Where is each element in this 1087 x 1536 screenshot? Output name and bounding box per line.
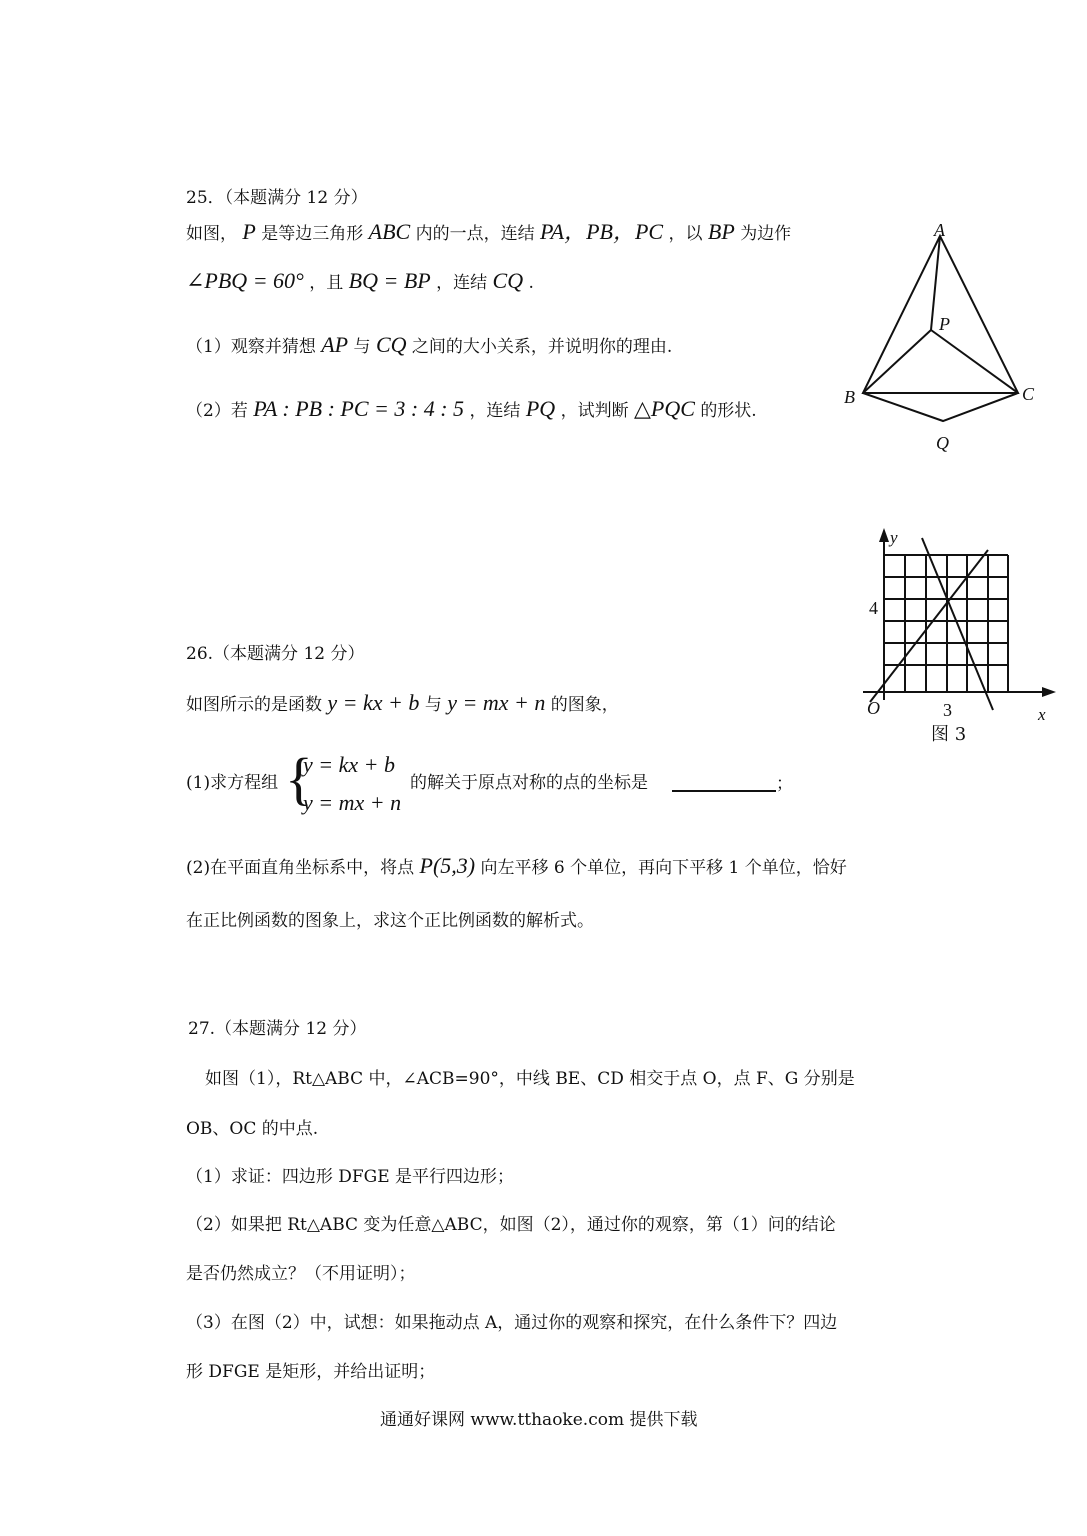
q26-text: 如图所示的是函数 (186, 695, 322, 715)
label-Q: Q (936, 433, 949, 453)
q25-text: ，且 (309, 273, 344, 293)
q25-text: ，以 (668, 224, 703, 244)
q26-graph-figure (855, 522, 1070, 754)
q26-system-eq1: y = kx + b (303, 752, 395, 777)
q25-text: ，连结 (436, 273, 488, 293)
q25-text: 的形状. (700, 401, 757, 421)
q25-text: 内的一点，连结 (415, 224, 535, 244)
q25-text: （2）若 (186, 401, 248, 421)
q25-text: 是等边三角形 (261, 224, 364, 244)
label-B: B (844, 387, 855, 407)
origin-label: O (867, 698, 880, 718)
q25-line1 (186, 221, 791, 243)
q26-system-brace: { (285, 746, 313, 811)
tick-label-x: 3 (943, 700, 952, 720)
q27-part3-line1: （3）在图（2）中，试想：如果拖动点 A，通过你的观察和探究，在什么条件下？四边 (186, 1313, 838, 1333)
q25-math-BP: BP (707, 219, 735, 244)
q25-math-PQ: PQ (525, 396, 556, 421)
tick-label-y: 4 (869, 598, 878, 618)
q25-math-ratio: PA : PB : PC = 3 : 4 : 5 (253, 396, 465, 421)
q25-text: . (528, 273, 534, 293)
q26-math-f1: y = kx + b (327, 690, 420, 715)
q26-part2-line2: 在正比例函数的图象上，求这个正比例函数的解析式。 (186, 911, 594, 931)
q25-math-P: P (242, 219, 256, 244)
q26-intro (186, 692, 619, 714)
q27-line1: 如图（1），Rt△ABC 中，∠ACB=90°，中线 BE、CD 相交于点 O，点 F、G 分别是 (205, 1069, 855, 1089)
q25-text: 之间的大小关系，并说明你的理由. (411, 337, 673, 357)
q25-math-AP: AP (321, 332, 349, 357)
q26-system-eq2: y = mx + n (303, 790, 402, 815)
q25-text: ，连结 (469, 401, 521, 421)
q26-math-f2: y = mx + n (447, 690, 546, 715)
q25-header: 25．（本题满分 12 分） (186, 188, 368, 208)
q27-header: 27.（本题满分 12 分） (188, 1019, 367, 1039)
q27-part3-line2: 形 DFGE 是矩形，并给出证明； (186, 1362, 436, 1382)
q25-text: 为边作 (740, 224, 792, 244)
label-P: P (939, 314, 950, 334)
q26-text: (2)在平面直角坐标系中，将点 (186, 858, 415, 878)
page-footer: 通通好课网 www.tthaoke.com 提供下载 (380, 1410, 698, 1430)
q25-text: （1）观察并猜想 (186, 337, 316, 357)
q26-text: 与 (424, 695, 442, 715)
figure-caption: 图 3 (931, 724, 967, 745)
q25-math-CQ: CQ (492, 268, 524, 293)
q27-part1: （1）求证：四边形 DFGE 是平行四边形； (186, 1167, 515, 1187)
q25-math-eq: BQ = BP (348, 268, 431, 293)
q27-part2-line1: （2）如果把 Rt△ABC 变为任意△ABC，如图（2），通过你的观察，第（1）问的结论 (186, 1215, 836, 1235)
axis-label-y: y (890, 528, 898, 547)
q26-math-P: P(5,3) (419, 853, 476, 878)
q25-math-CQ: CQ (375, 332, 407, 357)
q25-text: ，试判断 (560, 401, 629, 421)
q27-line2: OB、OC 的中点. (186, 1119, 319, 1139)
q25-text: 如图， (186, 224, 237, 244)
q26-part2-line1 (186, 855, 847, 877)
q25-line2 (186, 270, 534, 292)
q26-part1-end: ； (776, 774, 793, 794)
q26-part1-text: 的解关于原点对称的点的坐标是 (410, 773, 648, 793)
q25-triangle-figure (835, 218, 1050, 458)
label-C: C (1022, 384, 1035, 404)
axis-label-x: x (1038, 705, 1046, 724)
q26-text: 的图象， (550, 695, 619, 715)
q25-math-ABC: ABC (368, 219, 411, 244)
q25-math-triangle: △PQC (633, 396, 695, 421)
q27-part2-line2: 是否仍然成立？（不用证明）； (186, 1264, 416, 1284)
q26-header: 26.（本题满分 12 分） (186, 644, 365, 664)
q25-math-segments: PA，PB，PC (540, 219, 664, 244)
q25-math-angle: ∠PBQ = 60° (186, 268, 304, 293)
q25-text: 与 (353, 337, 371, 357)
q26-answer-blank[interactable] (672, 790, 776, 792)
label-A: A (934, 220, 945, 240)
q26-part1-label: (1)求方程组 (186, 773, 279, 793)
q25-part2 (186, 398, 757, 420)
q25-part1 (186, 334, 672, 356)
q26-text: 向左平移 6 个单位，再向下平移 1 个单位，恰好 (480, 858, 847, 878)
